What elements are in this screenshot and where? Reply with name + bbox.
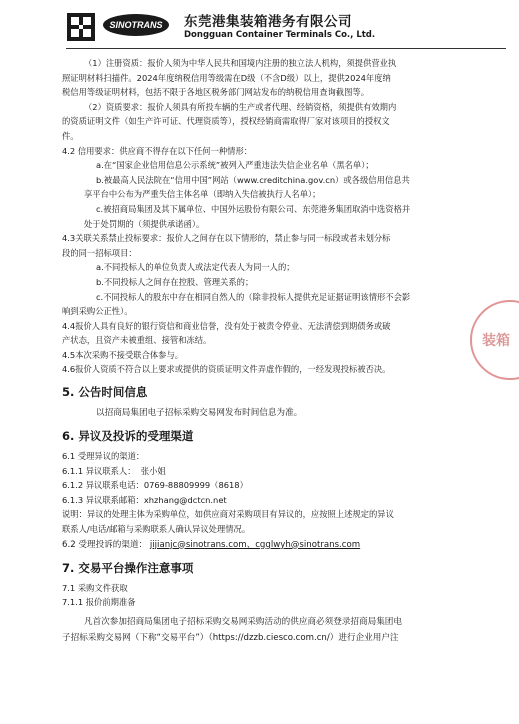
text-line: a.在“国家企业信用信息公示系统”被列入严重违法失信企业名单（黑名单）；: [96, 160, 374, 171]
text-line: 凡首次参加招商局集团电子招标采购交易网采购活动的供应商必须登录招商局集团电: [84, 616, 402, 627]
company-logo-icon: [66, 12, 96, 42]
document-body: [62, 56, 508, 646]
text-line: b.不同投标人之间存在控股、管理关系的；: [96, 276, 254, 287]
sinotrans-logo-icon: [102, 12, 170, 38]
complaint-email-link[interactable]: jijianjc@sinotrans.com、cgglwyh@sinotrans.com: [149, 539, 361, 550]
email-link[interactable]: xhzhang@dctcn.net: [143, 494, 227, 505]
complaint-row: 6.2 受理投诉的渠道： jijianjc@sinotrans.com、cgglwyh@sinotrans.com: [62, 539, 361, 550]
text-line: 的资质证明文件（如生产许可证、代理资质等），授权经销商需取得厂家对该项目的授权文: [62, 116, 390, 127]
company-name-cn: 东莞港集装箱港务有限公司: [184, 14, 352, 30]
text-line: c.不同投标人的股东中存在相同自然人的（除非投标人提供充足证据证明该情形不会影: [96, 291, 411, 302]
text-line: 7.1 采购文件获取: [62, 582, 128, 593]
text-line: 联系人/电话/邮箱与采购联系人确认异议处理情况。: [62, 524, 251, 535]
text-line: 4.2 信用要求：供应商不得存在以下任何一种情形：: [62, 145, 253, 156]
text-line: 说明：异议的处理主体为采购单位，如供应商对采购项目有异议的，应按照上述规定的异议: [62, 509, 394, 520]
text-line: 享平台中公布为严重失信主体名单（即纳入失信被执行人名单）；: [84, 189, 321, 200]
text-line: 子招标采购交易网（下称“交易平台”）（https://dzzb.ciesco.com.cn/）进行企业用户注: [62, 632, 399, 643]
text-line: 件。: [62, 130, 79, 141]
text-line: 6.1 受理异议的渠道：: [62, 451, 145, 462]
text-line: 4.4报价人具有良好的银行资信和商业信誉，没有处于被责令停业、无法清偿到期债务或破: [62, 320, 391, 331]
text-line: （1）注册资质：报价人须为中华人民共和国境内注册的独立法人机构，须提供营业执: [84, 58, 397, 68]
svg-text:SINOTRANS: SINOTRANS: [109, 20, 163, 30]
text-line: a.不同投标人的单位负责人或法定代表人为同一人的；: [96, 262, 295, 273]
text-line: 段的同一招标项目：: [62, 247, 137, 258]
text-line: （2）资质要求：报价人须具有所投车辆的生产或者代理、经销资格，须提供有效期内: [84, 101, 397, 112]
text-line: 7.1.1 报价前期准备: [62, 597, 136, 608]
text-line: 照证明材料扫描件。2024年度纳税信用等级需在D级（不含D级）以上，提供2024年度纳: [62, 72, 391, 83]
text-line: 税信用等级证明材料，包括不限于各地区税务部门网站发布的纳税信用查询截图等。: [62, 87, 369, 98]
phone-row: 6.1.2 异议联系电话：0769-88809999（8618）: [62, 480, 248, 491]
text-line: 产状态，且资产未被重组、接管和冻结。: [62, 335, 212, 346]
text-line: 4.3关联关系禁止投标要求：报价人之间存在以下情形的，禁止参与同一标段或者未划分标: [62, 233, 391, 244]
text-line: 4.5本次采购不接受联合体参与。: [62, 349, 184, 360]
text-line: c.被招商局集团及其下属单位、中国外运股份有限公司、东莞港务集团取消中选资格并: [96, 203, 411, 214]
text-line: 处于处罚期的（须提供承诺函）。: [84, 218, 205, 229]
company-name-en: Dongguan Container Terminals Co., Ltd.: [184, 30, 376, 40]
section-heading: 6. 异议及投诉的受理渠道: [62, 429, 194, 444]
header-divider: [66, 48, 506, 49]
text-line: b.被最高人民法院在“信用中国”网站（www.creditchina.gov.cn）或各级信用信息共: [96, 174, 410, 185]
text-line: 以招商局集团电子招标采购交易网发布时间信息为准。: [96, 408, 303, 419]
text-line: 响到采购公正性）。: [62, 306, 133, 317]
company-seal: 装箱: [470, 300, 519, 380]
contact-row: 6.1.1 异议联系人： 张小姐: [62, 465, 166, 476]
section-heading: 5. 公告时间信息: [62, 385, 148, 400]
email-row: 6.1.3 异议联系邮箱：xhzhang@dctcn.net: [62, 494, 227, 505]
section-heading: 7. 交易平台操作注意事项: [62, 560, 194, 575]
text-line: 4.6报价人资质不符合以上要求或提供的资质证明文件弄虚作假的，一经发现投标被否决。: [62, 364, 391, 375]
